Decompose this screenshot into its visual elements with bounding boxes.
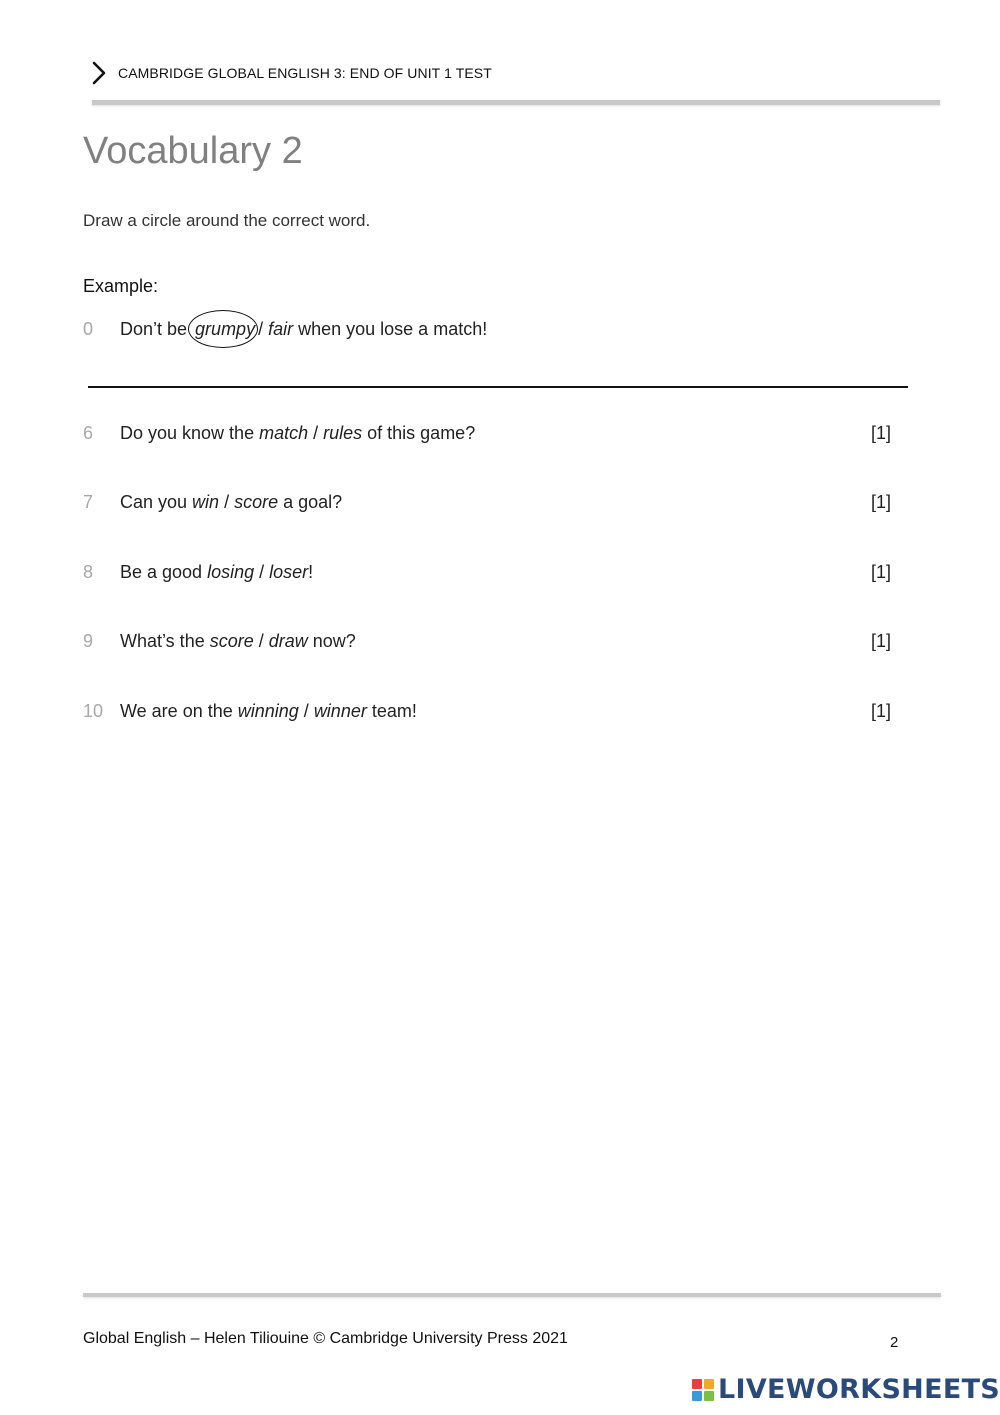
header-divider	[92, 100, 940, 105]
word-option[interactable]: score	[209, 631, 254, 651]
example-sentence: Don’t be grumpy / fair when you lose a match!	[120, 319, 487, 340]
question-mark-value: [1]	[870, 631, 891, 651]
question-mark-value: [1]	[870, 701, 891, 721]
instruction-text: Draw a circle around the correct word.	[83, 211, 371, 230]
question-mark-value: [1]	[870, 423, 891, 443]
liveworksheets-logo[interactable]	[692, 1374, 1000, 1405]
chevron-right-icon	[88, 60, 110, 86]
word-option[interactable]: win	[192, 492, 220, 512]
word-option[interactable]: losing	[207, 562, 255, 582]
logo-square	[692, 1379, 702, 1389]
example-row	[83, 319, 893, 347]
question-sentence: Be a good losing / loser!	[120, 562, 314, 582]
answer-circle-mark	[188, 310, 258, 348]
question-number: 6	[83, 423, 94, 443]
question-mark-value: [1]	[870, 492, 891, 512]
logo-square	[704, 1379, 714, 1389]
question-number: 8	[83, 562, 94, 582]
footer-credit: Global English – Helen Tiliouine © Cambridge University Press 2021	[83, 1330, 568, 1347]
question-row	[83, 423, 893, 451]
word-option[interactable]: winner	[313, 701, 367, 721]
question-row	[83, 701, 893, 729]
footer-divider	[83, 1293, 941, 1297]
question-sentence: What’s the score / draw now?	[120, 631, 356, 651]
word-option[interactable]: rules	[323, 423, 363, 443]
example-number: 0	[83, 319, 94, 339]
logo-square	[704, 1391, 714, 1401]
question-number: 10	[83, 701, 104, 721]
page-number: 2	[890, 1334, 899, 1351]
question-sentence: Do you know the match / rules of this game?	[120, 423, 476, 443]
page-title: Vocabulary 2	[83, 130, 303, 172]
liveworksheets-logo-icon	[692, 1379, 714, 1401]
question-number: 9	[83, 631, 94, 651]
header-title: CAMBRIDGE GLOBAL ENGLISH 3: END OF UNIT 1 TEST	[118, 65, 492, 81]
word-option[interactable]: loser	[269, 562, 309, 582]
logo-text: LIVEWORKSHEETS	[718, 1374, 1000, 1405]
question-row	[83, 492, 893, 520]
word-option[interactable]: draw	[268, 631, 308, 651]
logo-square	[692, 1391, 702, 1401]
circled-answer: grumpy	[192, 319, 258, 340]
question-sentence: We are on the winning / winner team!	[120, 701, 417, 721]
example-label: Example:	[83, 276, 159, 296]
word-option[interactable]: winning	[237, 701, 299, 721]
word-option[interactable]: match	[259, 423, 309, 443]
question-number: 7	[83, 492, 94, 512]
word-option[interactable]: score	[234, 492, 279, 512]
question-mark-value: [1]	[870, 562, 891, 582]
page-header	[88, 60, 492, 86]
question-row	[83, 562, 893, 590]
question-row	[83, 631, 893, 659]
question-sentence: Can you win / score a goal?	[120, 492, 343, 512]
example-divider	[88, 386, 908, 388]
